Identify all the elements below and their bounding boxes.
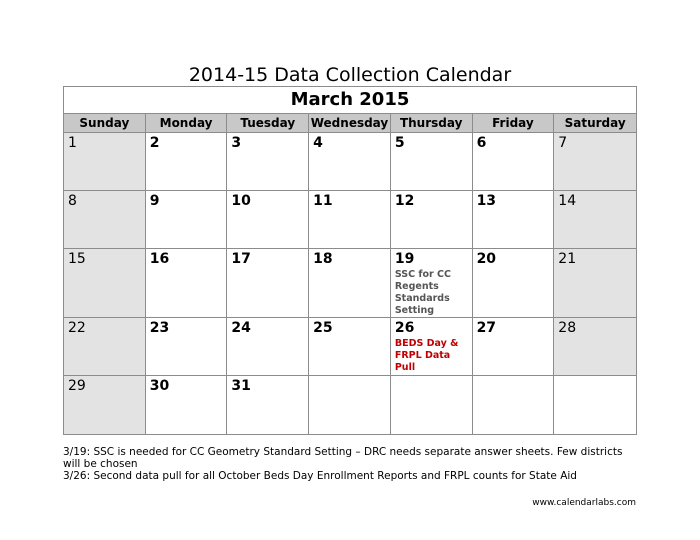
day-number: 14 [558,193,577,209]
day-number: 16 [149,251,170,267]
day-number: 31 [231,378,251,394]
day-cell [473,318,555,376]
day-cell [146,318,228,376]
day-cell [227,249,309,318]
website-credit: www.calendarlabs.com [532,498,636,508]
day-cell [473,133,555,191]
day-number: 9 [149,193,160,209]
weekday-header: Wednesday [309,114,391,133]
day-cell [473,376,555,434]
week-row [64,249,636,318]
weekday-header: Monday [146,114,228,133]
day-event-note: SSC for CC Regents Standards Setting [394,269,451,316]
day-cell [64,249,146,318]
day-number: 7 [558,135,568,151]
day-cell [64,133,146,191]
day-number: 27 [476,320,497,336]
weekday-header: Tuesday [227,114,309,133]
weekday-header-row [64,114,636,133]
footnote: 3/26: Second data pull for all October Beds Day Enrollment Reports and FRPL counts for State Aid [63,470,577,482]
day-cell [554,133,636,191]
month-heading: March 2015 [64,87,636,114]
footnotes [63,446,643,482]
footnote: 3/19: SSC is needed for CC Geometry Standard Setting – DRC needs separate answer sheets. Few districts will be chosen [63,446,623,470]
day-cell [473,191,555,249]
day-cell [554,318,636,376]
day-cell [554,249,636,318]
day-number: 30 [149,378,170,394]
day-cell [64,376,146,434]
day-number: 23 [149,320,170,336]
day-cell [554,376,636,434]
day-cell [309,249,391,318]
weekday-header: Sunday [64,114,146,133]
day-cell [146,249,228,318]
day-cell [391,376,473,434]
day-number: 11 [313,193,333,209]
day-cell [227,318,309,376]
day-cell [227,133,309,191]
day-number: 20 [476,251,497,267]
day-cell [391,249,473,318]
day-cell [391,133,473,191]
day-number: 15 [68,251,86,267]
day-number: 4 [313,135,323,151]
day-cell [309,133,391,191]
day-event-note: BEDS Day & FRPL Data Pull [394,338,459,373]
day-cell [391,318,473,376]
calendar-table [63,86,637,435]
week-row [64,133,636,191]
day-number: 24 [231,320,251,336]
day-cell [146,376,228,434]
day-number: 8 [68,193,77,209]
day-number: 28 [558,320,577,336]
day-cell [554,191,636,249]
day-number: 25 [313,320,333,336]
day-number: 29 [68,378,86,394]
day-number: 2 [149,135,160,151]
day-cell [64,191,146,249]
day-cell [391,191,473,249]
day-cell [146,133,228,191]
calendar-title: 2014-15 Data Collection Calendar [188,64,512,86]
day-cell [227,191,309,249]
calendar-weeks [64,133,636,434]
day-cell [309,376,391,434]
day-number: 13 [476,193,497,209]
day-cell [309,318,391,376]
day-number: 18 [313,251,333,267]
day-number: 5 [394,135,405,151]
week-row [64,376,636,434]
day-number: 19 [394,251,415,267]
weekday-header: Friday [473,114,555,133]
day-number: 17 [231,251,251,267]
day-cell [146,191,228,249]
day-cell [64,318,146,376]
day-number: 12 [394,193,415,209]
day-number: 6 [476,135,487,151]
day-cell [309,191,391,249]
week-row [64,318,636,376]
day-number: 1 [68,135,77,151]
day-cell [473,249,555,318]
day-number: 21 [558,251,577,267]
day-number: 10 [231,193,251,209]
weekday-header: Saturday [554,114,636,133]
day-number: 3 [231,135,242,151]
weekday-header: Thursday [391,114,473,133]
day-cell [227,376,309,434]
day-number: 26 [394,320,415,336]
week-row [64,191,636,249]
day-number: 22 [68,320,86,336]
